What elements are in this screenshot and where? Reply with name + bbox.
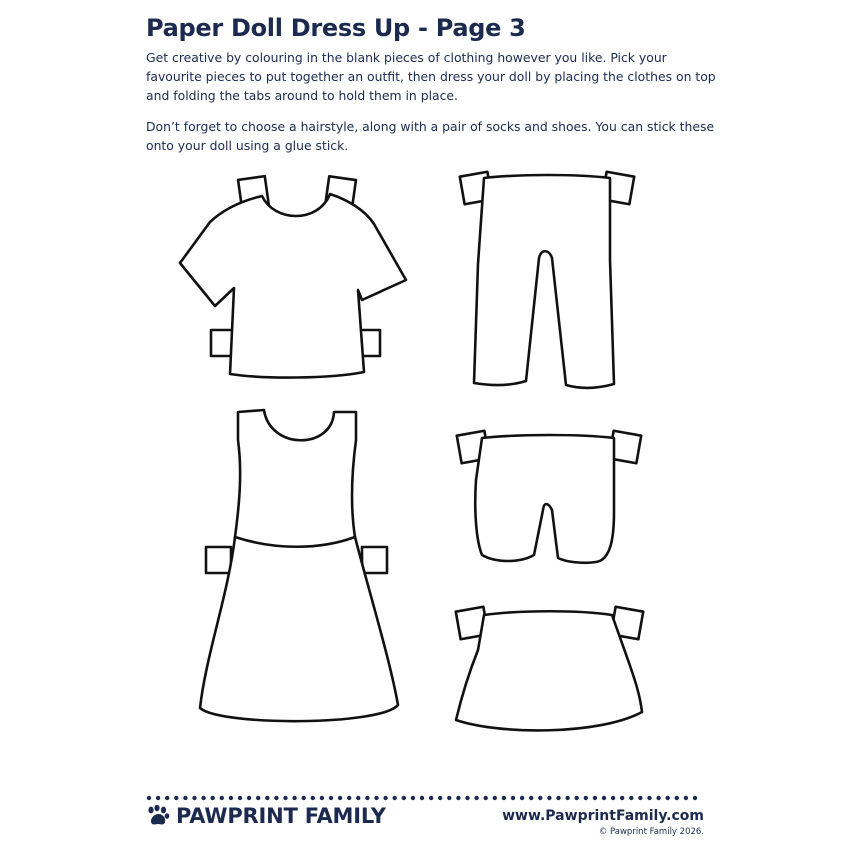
t-shirt-icon [180,176,406,377]
trousers-body [474,175,614,388]
divider-dot [156,796,160,800]
divider-dot [220,796,224,800]
divider-dot [638,796,642,800]
divider-dot [311,796,315,800]
divider-dot [538,796,542,800]
trousers-icon [460,172,634,388]
divider-dot [338,796,342,800]
divider-dot [274,796,278,800]
divider-dot [393,796,397,800]
divider-dot [447,796,451,800]
divider-dot [456,796,460,800]
divider-dot [556,796,560,800]
divider-dot [602,796,606,800]
page-title: Paper Doll Dress Up - Page 3 [146,14,526,42]
instructions-paragraph-2: Don’t forget to choose a hairstyle, along with a pair of socks and shoes. You can stick these onto your doll using a glue stick. [146,119,715,153]
divider-dot [647,796,651,800]
divider-dot [584,796,588,800]
divider-dot [365,796,369,800]
divider-dot [183,796,187,800]
divider-dot [620,796,624,800]
divider-dot [302,796,306,800]
skirt-body [456,611,642,730]
brand-logo [146,804,386,828]
divider-dot [411,796,415,800]
divider-dot [420,796,424,800]
dress-icon [200,410,398,721]
divider-dot [693,796,697,800]
divider-dot [684,796,688,800]
divider-dot [292,796,296,800]
divider-dot [247,796,251,800]
divider-dot [502,796,506,800]
dress-tab-right [362,547,387,573]
divider-dot [402,796,406,800]
divider-dot [438,796,442,800]
divider-dot [529,796,533,800]
divider-dot [192,796,196,800]
skirt-icon [456,607,643,731]
divider-dot [474,796,478,800]
divider-dot [165,796,169,800]
copyright-text: © Pawprint Family 2026. [598,827,704,837]
divider-dot [265,796,269,800]
divider-dot [629,796,633,800]
divider-dot [575,796,579,800]
divider-dot [201,796,205,800]
divider-dot [547,796,551,800]
divider-dot [666,796,670,800]
shorts-icon [457,431,641,563]
divider-dot [356,796,360,800]
divider-dot [347,796,351,800]
divider-dot [256,796,260,800]
t-shirt-tab-left [211,330,233,356]
divider-dot [174,796,178,800]
divider-dot [320,796,324,800]
divider-dot [147,796,151,800]
footer-dotted-divider [146,794,704,802]
paw-icon [146,805,170,827]
divider-dot [520,796,524,800]
divider-dot [238,796,242,800]
brand-name: PAWPRINT FAMILY [176,804,386,828]
divider-dot [465,796,469,800]
divider-dot [329,796,333,800]
divider-dot [565,796,569,800]
divider-dot [484,796,488,800]
shorts-body [475,435,614,563]
divider-dot [229,796,233,800]
dress-tab-left [206,547,231,573]
divider-dot [675,796,679,800]
website-link[interactable]: www.PawprintFamily.com [502,808,704,824]
divider-dot [211,796,215,800]
divider-dot [611,796,615,800]
divider-dot [656,796,660,800]
divider-dot [429,796,433,800]
divider-dot [511,796,515,800]
divider-dot [493,796,497,800]
divider-dot [283,796,287,800]
divider-dot [593,796,597,800]
instructions-paragraph-1: Get creative by colouring in the blank pieces of clothing however you like. Pick your favourite pieces to put together an outfit, then dress your doll by placing the clothes on top and folding the tabs around to hold them in place. [146,50,716,103]
divider-dot [383,796,387,800]
divider-dot [374,796,378,800]
